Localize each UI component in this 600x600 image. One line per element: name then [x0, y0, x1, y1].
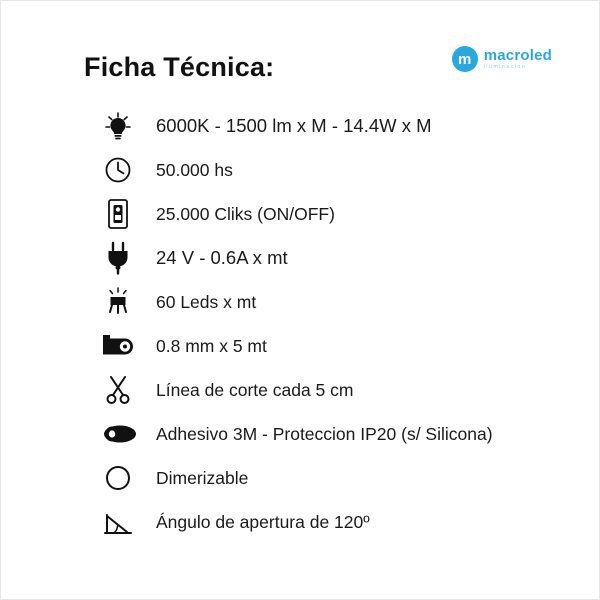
clock-icon [96, 150, 140, 190]
spec-text: Dimerizable [156, 467, 249, 488]
plug-icon [96, 238, 140, 278]
switch-icon [96, 194, 140, 234]
spec-text: 6000K - 1500 lm x M - 14.4W x M [156, 115, 432, 136]
tape-roll-icon [96, 414, 140, 454]
brand-wordmark [484, 48, 552, 70]
spec-text: 24 V - 0.6A x mt [156, 247, 288, 268]
spec-text: Línea de corte cada 5 cm [156, 379, 354, 400]
spec-text: Adhesivo 3M - Proteccion IP20 (s/ Silicona) [156, 423, 493, 444]
bulb-icon [96, 106, 140, 146]
beam-angle-icon [96, 502, 140, 542]
brand-mark-icon: m [452, 46, 478, 72]
spec-row [96, 412, 566, 456]
spec-text: 0.8 mm x 5 mt [156, 335, 267, 356]
spec-row [96, 368, 566, 412]
brand-tagline: iluminación [483, 64, 527, 70]
brand-logo [452, 46, 552, 72]
spec-row [96, 280, 566, 324]
spec-text: 60 Leds x mt [156, 291, 257, 312]
spec-row [96, 500, 566, 544]
dimmer-icon [96, 458, 140, 498]
tape-measure-icon [96, 326, 140, 366]
spec-list [96, 104, 566, 544]
spec-row [96, 192, 566, 236]
spec-text: Ángulo de apertura de 120º [156, 511, 370, 532]
spec-text: 25.000 Cliks (ON/OFF) [156, 203, 335, 224]
spec-row [96, 104, 566, 148]
spec-row [96, 236, 566, 280]
spec-row [96, 456, 566, 500]
brand-name: macroled [483, 47, 552, 64]
spec-row [96, 324, 566, 368]
spec-text: 50.000 hs [156, 159, 233, 180]
spec-row [96, 148, 566, 192]
led-chip-icon [96, 282, 140, 322]
page-title: Ficha Técnica: [84, 52, 275, 82]
scissors-icon [96, 370, 140, 410]
